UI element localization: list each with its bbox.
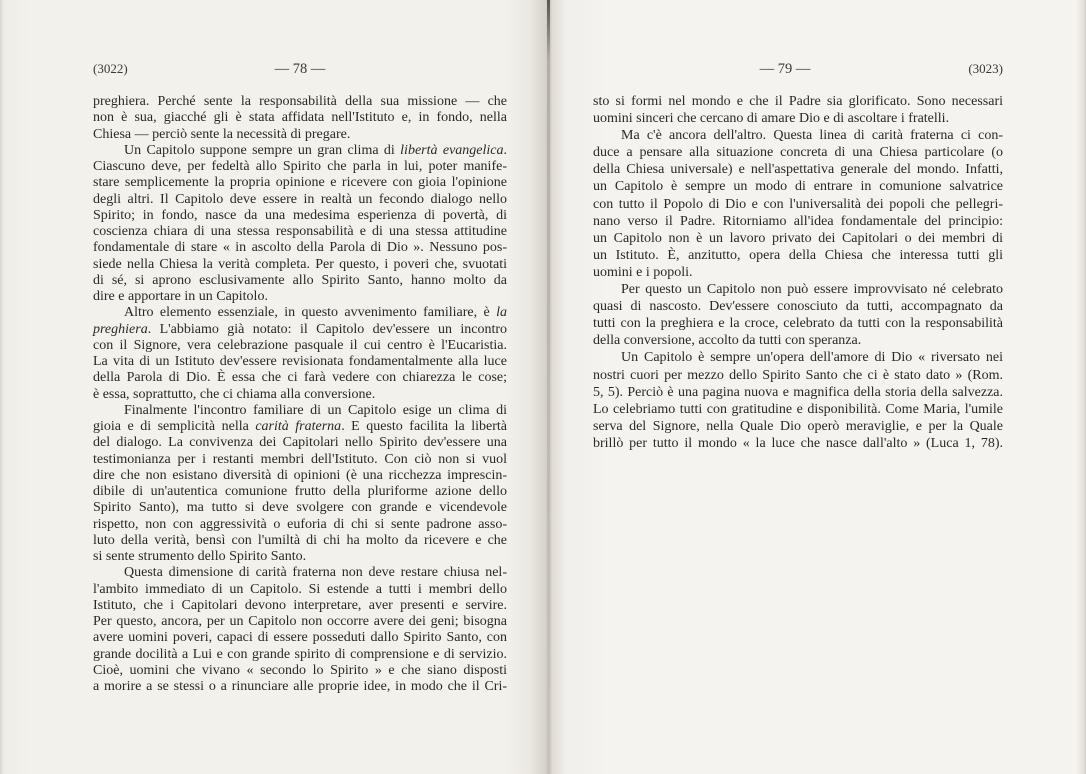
text-line: Lo celebriamo tutti con gratitudine e disponibilità. Come Maria, l'umile — [593, 401, 1003, 417]
page-number: — 78 — — [274, 61, 326, 77]
text-line: della Chiesa universale) e nell'aspettativa generale del mondo. Infatti, — [593, 162, 1003, 178]
text-line: brillò per tutto il mondo « la luce che nasce dall'alto » (Luca 1, 78). — [593, 435, 1003, 451]
paragraph — [93, 94, 507, 143]
text-line: La vita di un Istituto dev'essere revisionata fondamentalmente alla luce — [93, 354, 507, 369]
text-line: Finalmente l'incontro familiare di un Capitolo esige un clima di — [124, 402, 507, 418]
text-line: della conversione, accolto da tutti con speranza. — [593, 333, 862, 349]
text-line: Per questo un Capitolo non può essere improvvisato né celebrato — [621, 282, 1003, 298]
body-text — [93, 94, 507, 695]
text-line: uomini sinceri che cercano di amare Dio e di ascoltare i fratelli. — [593, 111, 950, 127]
paragraph — [93, 403, 507, 566]
italic-phrase: preghiera — [93, 321, 148, 337]
text-line: nostri cuori per mezzo dello Spirito Santo che ci è stato dato » (Rom. — [593, 367, 1003, 383]
italic-phrase: libertà evangelica — [400, 142, 504, 158]
text-line: 5, 5). Perciò è una pagina nuova e magnifica della storia della salvezza. — [593, 384, 1003, 400]
page-number: — 79 — — [759, 61, 811, 77]
page-gutter — [547, 0, 550, 774]
text-line — [93, 143, 507, 159]
text-line: Spirito Santo), ma tutto si deve svolgere con grande e vicendevole — [93, 500, 507, 516]
text-line: siede nella Chiesa la verità completa. Per questo, i poveri che, svuotati — [93, 256, 507, 272]
text-line: tutti con la preghiera e la croce, celebrato da tutti con la responsabilità — [593, 316, 1003, 332]
text-line: Un Capitolo è sempre un'opera dell'amore di Dio « riversato nei — [621, 350, 1003, 366]
text-line: duce a pensare alla situazione concreta di una Chiesa particolare (o — [593, 145, 1003, 161]
page-code: (3023) — [968, 61, 1003, 76]
text-line: Istituto, che i Capitolari devono interpretare, aver presenti e servire. — [93, 597, 507, 613]
page-code: (3022) — [93, 61, 128, 76]
text-line: nano verso il Padre. Ritorniamo all'idea fondamentale del principio: — [593, 213, 1003, 229]
text-segment: Un Capitolo suppone sempre un gran clima di — [124, 142, 401, 158]
body-text — [593, 93, 1003, 452]
text-line: testimonianza per i restanti membri dell'Istituto. Con ciò non si vuol — [93, 451, 507, 467]
right-page — [548, 0, 1086, 774]
text-line: Ma c'è ancora dell'altro. Questa linea di carità fraterna ci con- — [621, 128, 1003, 144]
italic-phrase: carità fraterna — [255, 419, 342, 434]
text-line: l'ambito immediato di un Capitolo. Si estende a tutti i membri dello — [93, 581, 507, 597]
text-line: Questa dimensione di carità fraterna non deve restare chiusa nel- — [124, 565, 507, 581]
text-line: con il Signore, vera celebrazione pasquale il cui centro è l'Eucaristia. — [93, 337, 507, 353]
paragraph — [593, 93, 1003, 127]
text-line — [93, 305, 507, 321]
paragraph — [593, 127, 1003, 281]
text-line: dire e apportare in un Capitolo. — [93, 289, 268, 304]
text-line: della Parola di Dio. È essa che ci farà vedere con chiarezza le cose; — [93, 370, 507, 386]
text-segment: gioia e di semplicità nella — [93, 419, 256, 434]
text-line: grande docilità a Lui e con grande spirito di comprensione e di servizio. — [93, 646, 507, 662]
text-line: del dialogo. La convivenza dei Capitolari nello Spirito dev'essere una — [93, 435, 507, 451]
text-line: sto si formi nel mondo e che il Padre sia glorificato. Sono necessari — [593, 94, 1003, 109]
text-segment: . — [503, 142, 507, 158]
text-line: con tutto il Popolo di Dio e con l'universalità dei popoli che pellegri- — [593, 196, 1003, 212]
text-segment: . L'abbiamo già notato: il Capitolo dev'essere un incontro — [147, 321, 507, 337]
text-line: Cioè, uomini che vivano « secondo lo Spirito » e che siano disposti — [93, 662, 507, 678]
text-line: degli altri. Il Capitolo deve essere in realtà un fecondo dialogo nello — [93, 191, 507, 207]
text-line: un Capitolo è sempre un modo di entrare in comunione salvatrice — [593, 179, 1003, 195]
text-line: un Capitolo non è un lavoro privato dei Capitolari o dei membri di — [593, 230, 1003, 246]
text-line: serva del Signore, nella Quale Dio operò meraviglie, e per la Quale — [593, 418, 1003, 434]
text-line: rispetto, non con aggressività o euforia di chi si sente padrone asso- — [93, 516, 507, 532]
text-line: uomini e i popoli. — [593, 264, 693, 280]
text-line: preghiera. Perché sente la responsabilità della sua missione — che — [93, 94, 507, 109]
italic-phrase: la — [496, 305, 507, 321]
text-line: è essa, soprattutto, che ci chiama alla conversione. — [93, 386, 376, 402]
text-line: dire che non esistano diversità di opinioni (è una ricchezza imprescin- — [93, 467, 507, 483]
text-line: Spirito; in fondo, nasce da una medesima esperienza di povertà, di — [93, 207, 507, 223]
text-line: coscienza chiara di una stessa responsabilità e di una stessa attitudine — [93, 224, 507, 239]
text-line: di sé, si aprono esclusivamente allo Spirito Santo, hanno molto da — [93, 272, 507, 288]
paragraph — [93, 143, 507, 306]
paragraph — [593, 349, 1003, 452]
text-line: quasi di nascosto. Dev'essere conosciuto da tutti, accompagnato da — [593, 299, 1003, 315]
text-line: un Istituto. È, anzitutto, opera della Chiesa che interessa tutti gli — [593, 247, 1003, 263]
text-line: dibile di un'autentica comunione frutto della pluriforme azione dello — [93, 484, 507, 499]
text-line: Per questo, ancora, per un Capitolo non occorre avere dei geni; bisogna — [93, 614, 507, 629]
text-segment: Altro elemento essenziale, in questo avvenimento familiare, è — [124, 305, 497, 321]
text-line: luto della verità, bensì con l'umiltà di chi ha molto da ricevere e che — [93, 532, 507, 548]
text-line — [93, 419, 507, 435]
text-line: Chiesa — perciò sente la necessità di pregare. — [93, 126, 351, 142]
text-line: a morire a se stessi o a rinunciare alle proprie idee, in modo che il Cri- — [93, 679, 507, 694]
paragraph — [593, 281, 1003, 349]
text-line: stare semplicemente la propria opinione e ricevere con gioia l'opinione — [93, 175, 507, 191]
text-line: fondamentale di stare « in ascolto della Parola di Dio ». Nessuno pos- — [93, 240, 507, 256]
paragraph — [93, 305, 507, 403]
text-line: Ciascuno deve, per fedeltà allo Spirito che parla in lui, poter manife- — [93, 159, 507, 174]
text-segment: . E questo facilita la libertà — [341, 419, 508, 434]
text-line: avere uomini poveri, capaci di essere posseduti dallo Spirito Santo, con — [93, 630, 507, 646]
text-line: non è sua, giacché gli è stata affidata nell'Istituto e, in fondo, nella — [93, 110, 507, 126]
paragraph — [93, 565, 507, 695]
text-line — [93, 322, 507, 338]
text-line: si sente strumento dello Spirito Santo. — [93, 549, 307, 564]
